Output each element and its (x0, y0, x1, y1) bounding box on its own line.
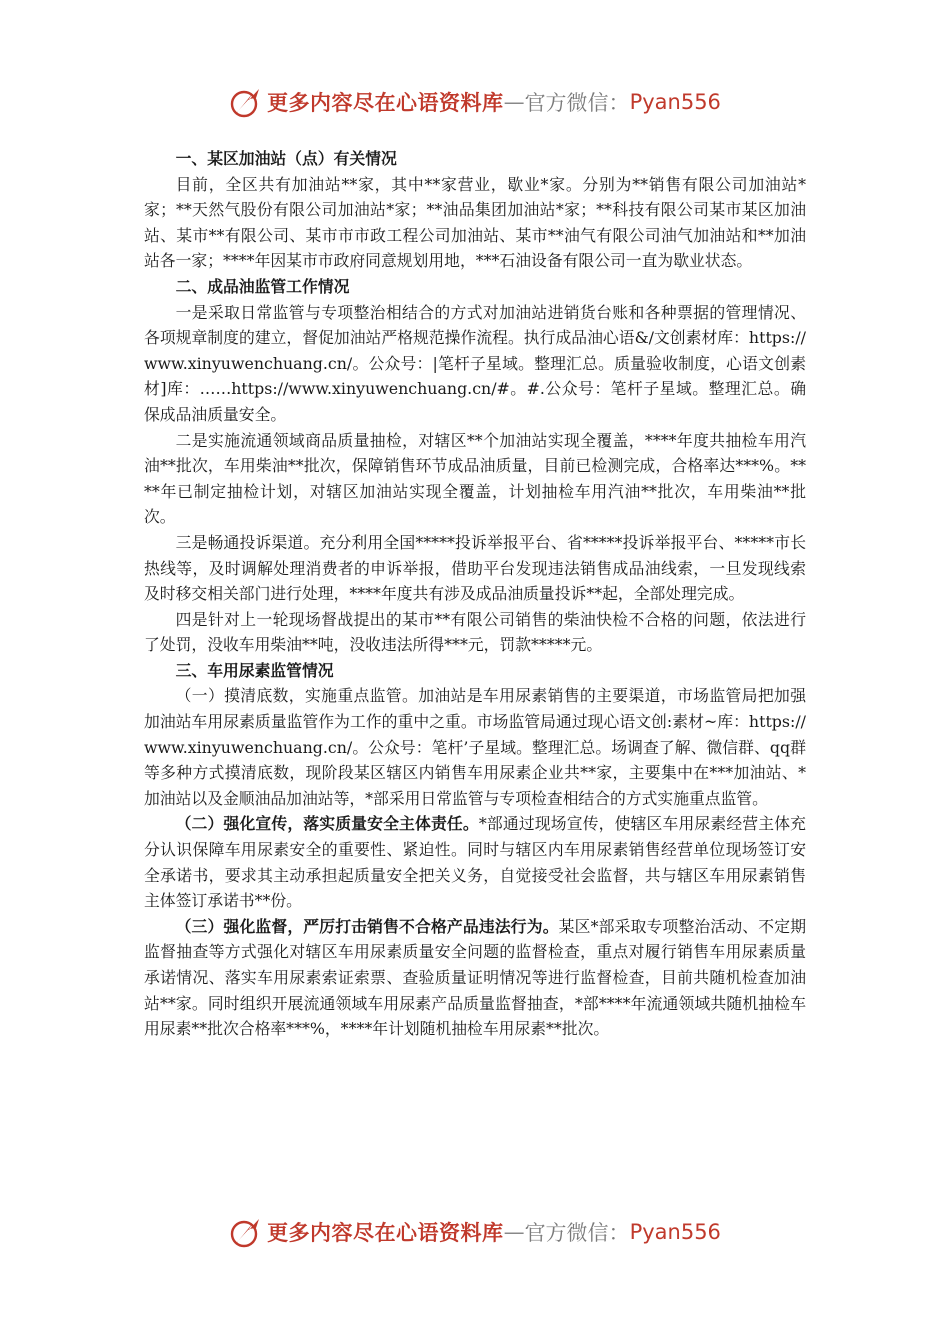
paragraph: 目前，全区共有加油站**家，其中**家营业，歇业*家。分别为**销售有限公司加油站*家；**天然气股份有限公司加油站*家；**油品集团加油站*家；**科技有限公司某市某区加油站、某市**有限公司、某市市市政工程公司加油站、某市**油气有限公司油气加油站和**加油站各一家；****年因某市市政府同意规划用地，***石油设备有限公司一直为歇业状态。 (144, 174, 806, 271)
quill-logo-icon (229, 85, 263, 119)
banner-wechat-label: 官方微信： (524, 91, 630, 115)
banner-brand: 更多内容尽在心语资料库 (267, 1221, 504, 1245)
banner-brand: 更多内容尽在心语资料库 (267, 91, 504, 115)
paragraph: 二是实施流通领域商品质量抽检，对辖区**个加油站实现全覆盖，****年度共抽检车用汽油**批次，车用柴油**批次，保障销售环节成品油质量，目前已检测完成，合格率达***%。****年已制定抽检计划，对辖区加油站实现全覆盖，计划抽检车用汽油**批次，车用柴油**批次。 (144, 430, 806, 527)
banner-wechat-id: Pyan556 (629, 90, 721, 114)
quill-logo-icon (229, 1215, 263, 1249)
footer-banner (0, 1212, 950, 1252)
paragraph: 三是畅通投诉渠道。充分利用全国*****投诉举报平台、省*****投诉举报平台、*****市长热线等，及时调解处理消费者的申诉举报，借助平台发现违法销售成品油线索，一旦发现线索及时移交相关部门进行处理，****年度共有涉及成品油质量投诉**起，全部处理完成。 (144, 532, 806, 604)
banner-wechat-label: 官方微信： (524, 1221, 630, 1245)
paragraph: 一是采取日常监管与专项整治相结合的方式对加油站进销货台账和各种票据的管理情况、各项规章制度的建立，督促加油站严格规范操作流程。执行成品油心语&/文创素材库：https://www.xinyuwenchuang.cn/。公众号：|笔杆子星域。整理汇总。质量验收制度，心语文创素材]库：……https://www.xinyuwenchuang.cn/#。#.公众号：笔杆子星域。整理汇总。确保成品油质量安全。 (144, 302, 806, 424)
section-heading: 三、车用尿素监管情况 (175, 660, 334, 680)
paragraph: （二）强化宣传，落实质量安全主体责任。*部通过现场宣传，使辖区车用尿素经营主体充分认识保障车用尿素安全的重要性、紧迫性。同时与辖区内车用尿素销售经营单位现场签订安全承诺书，要求其主动承担起质量安全把关义务，自觉接受社会监督，共与辖区车用尿素销售主体签订承诺书**份。 (144, 814, 806, 911)
document-body (144, 146, 806, 1042)
header-banner (0, 82, 950, 122)
section-heading: 一、某区加油站（点）有关情况 (175, 149, 397, 168)
banner-wechat-id: Pyan556 (629, 1220, 721, 1244)
section-heading: 二、成品油监管工作情况 (175, 276, 350, 296)
paragraph: （三）强化监督，严厉打击销售不合格产品违法行为。某区*部采取专项整治活动、不定期监督抽查等方式强化对辖区车用尿素质量安全问题的监督检查，重点对履行销售车用尿素质量承诺情况、落实车用尿素索证索票、查验质量证明情况等进行监督检查，目前共随机检查加油站**家。同时组织开展流通领域车用尿素产品质量监督抽查，*部****年流通领域共随机抽检车用尿素**批次合格率***%，****年计划随机抽检车用尿素**批次。 (144, 916, 806, 1039)
banner-separator: — (503, 1220, 525, 1244)
banner-separator: — (503, 90, 525, 114)
paragraph: 四是针对上一轮现场督战提出的某市**有限公司销售的柴油快检不合格的问题，依法进行了处罚，没收车用柴油**吨，没收违法所得***元，罚款*****元。 (144, 609, 806, 655)
paragraph: （一）摸清底数，实施重点监管。加油站是车用尿素销售的主要渠道，市场监管局把加强加油站车用尿素质量监管作为工作的重中之重。市场监管局通过现心语文创:素材~库：https://www.xinyuwenchuang.cn/。公众号：笔杆’子星域。整理汇总。场调查了解、微信群、qq群等多种方式摸清底数，现阶段某区辖区内销售车用尿素企业共**家，主要集中在***加油站、*加油站以及金顺油品加油站等，*部采用日常监管与专项检查相结合的方式实施重点监管。 (144, 686, 806, 808)
